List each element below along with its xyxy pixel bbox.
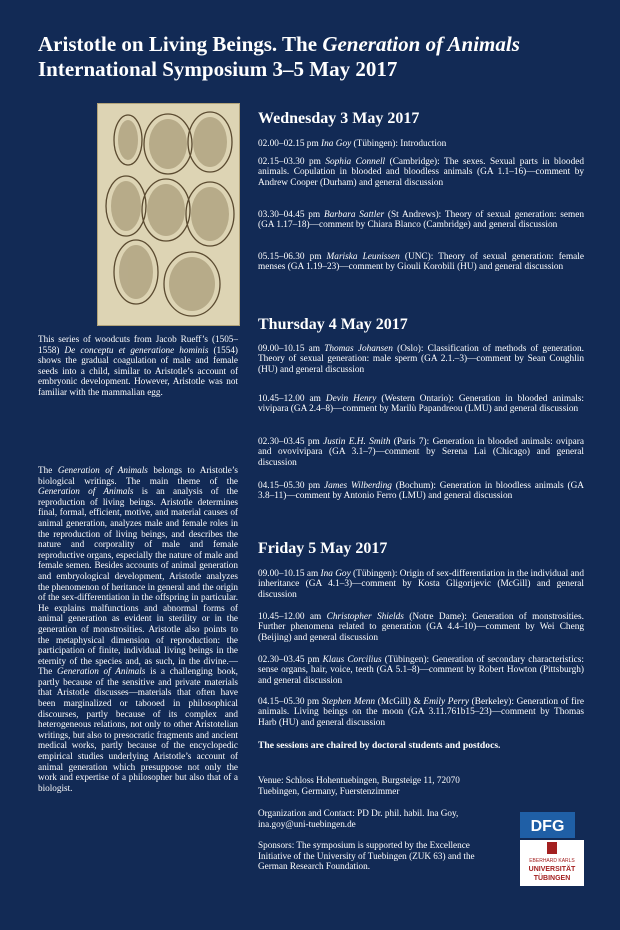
dfg-logo: [520, 812, 575, 838]
entry-speaker: Justin E.H. Smith: [323, 437, 391, 447]
entry-speaker: Mariska Leunissen: [326, 252, 400, 262]
schedule-entry: [258, 437, 584, 468]
body-text-3: is an analysis of the reproduction of living beings. Aristotle determines final, formal, efficient, motive, and material causes of animal generation, analyzes male and female roles in the reproduction of living beings, and describes the nature and corporality of male and female reproductive organs, especially the nature of male and female semen. Besides accounts of animal generation and embryological development, Aristotle analyzes the phenomenon of heritance in general and the origin of the sex-differentiation in the offspring in particular. He explains malfunctions and abnormal forms of animal generation as evident in sterility or in the generation of monstrosities. Aristotle also points to the metaphysical dimension of reproduction: the participation of finite, individual living beings in the eternity of the species and, as such, in the divine.—The: [38, 486, 238, 677]
entry-time: 02.30–03.45 pm: [258, 437, 324, 447]
body-title-2: Generation of Animals: [38, 486, 134, 497]
entry-speaker: Thomas Johansen: [324, 344, 393, 354]
title-line-1: [38, 32, 608, 57]
body-title-3: Generation of Animals: [57, 666, 146, 677]
schedule-entry: [258, 569, 584, 600]
entry-speaker: Stephen Menn: [321, 697, 376, 707]
entry-time: 02.00–02.15 pm: [258, 139, 322, 149]
entry-speaker: Devin Henry: [325, 394, 377, 404]
schedule-entry: [258, 210, 584, 231]
entry-topic: (Bochum): Generation in bloodless animals (GA 3.8–11)—comment by Antonio Ferro (LMU) and general discussion: [258, 481, 585, 502]
entry-speaker: Christopher Shields: [326, 612, 404, 622]
entry-topic: (UNC): Theory of sexual generation: female menses (GA 1.19–23)—comment by Giouli Korobili (HU) and general discussion: [258, 252, 585, 273]
entry-time: 04.15–05.30 pm: [258, 481, 324, 491]
poster-title: [38, 32, 608, 82]
body-text-1: The: [38, 465, 58, 475]
schedule-entry: [258, 697, 584, 728]
entry-time: 04.15–05.30 pm: [258, 697, 322, 707]
uni-logo-line-3: TÜBINGEN: [533, 875, 571, 882]
entry-topic-2: (Berkeley): Generation of fire animals. Living beings on the moon (GA 3.11.761b15–23)—comment by Thomas Harb (HU) and general discussion: [258, 697, 584, 728]
woodcut-caption: [38, 334, 238, 398]
entry-topic: (McGill) &: [375, 697, 424, 707]
entry-speaker: Ina Goy: [321, 139, 352, 149]
entry-speaker-2: Emily Perry: [423, 697, 469, 707]
entry-time: 10.45–12.00 am: [258, 394, 326, 404]
entry-speaker: Sophia Connell: [325, 157, 386, 167]
entry-time: 09.00–10.15 am: [258, 344, 325, 354]
entry-topic: (Tübingen): Origin of sex-differentiation in the individual and inheritance (GA 4.1–3)—comment by Kosta Gligorijevic (McGill) and general discussion: [258, 569, 584, 600]
university-logo: [520, 840, 584, 886]
schedule-entry: [258, 612, 584, 643]
entry-speaker: Barbara Sattler: [323, 210, 385, 220]
body-title-1: Generation of Animals: [57, 465, 148, 475]
description-paragraph: [38, 465, 238, 793]
day-heading-thursday: Thursday 4 May 2017: [258, 316, 408, 333]
schedule-entry: [258, 481, 584, 502]
entry-time: 09.00–10.15 am: [258, 569, 321, 579]
uni-logo-line-2: UNIVERSITÄT: [528, 866, 576, 873]
caption-text: This series of woodcuts from Jacob Rueff’s (1505–1558): [38, 334, 238, 355]
title-line-2: International Symposium 3–5 May 2017: [38, 57, 398, 81]
day-heading-wednesday: Wednesday 3 May 2017: [258, 110, 420, 127]
sponsors-info: Sponsors: The symposium is supported by the Excellence Initiative of the University of Tuebingen (ZUK 63) and the German Research Foundation.: [258, 840, 475, 871]
entry-topic: (St Andrews): Theory of sexual generation: semen (GA 1.17–18)—comment by Chiara Blanco (Cambridge) and general discussion: [258, 210, 585, 231]
entry-topic: (Western Ontario): Generation in blooded animals: vivipara (GA 2.4–8)—comment by Marilù Papandreou (LMU) and general discussion: [258, 394, 584, 415]
title-text: Aristotle on Living Beings. The: [38, 32, 323, 56]
schedule-entry: [258, 394, 584, 415]
entry-topic: (Tübingen): Introduction: [351, 139, 447, 149]
schedule-entry: [258, 655, 584, 686]
day-heading-friday: Friday 5 May 2017: [258, 540, 388, 557]
organization-contact: Organization and Contact: PD Dr. phil. habil. Ina Goy, ina.goy@uni-tuebingen.de: [258, 808, 459, 829]
entry-time: 02.15–03.30 pm: [258, 157, 326, 167]
entry-topic: (Oslo): Classification of methods of generation. Theory of sexual generation: male sperm (GA 2.1.–3)—comment by Sean Coughlin (HU) and general discussion: [258, 344, 584, 375]
entry-speaker: James Wilberding: [323, 481, 392, 491]
schedule-entry: [258, 344, 584, 375]
schedule-entry: [258, 139, 584, 149]
entry-time: 03.30–04.45 pm: [258, 210, 324, 220]
entry-time: 05.15–06.30 pm: [258, 252, 327, 262]
caption-title: De conceptu et generatione hominis: [64, 344, 209, 355]
entry-time: 02.30–03.45 pm: [258, 655, 323, 665]
entry-topic: (Cambridge): The sexes. Sexual parts in blooded animals. Copulation in blooded and bloodless animals (GA 1.1–16)—comment by Andrew Cooper (Durham) and general discussion: [258, 157, 584, 188]
chair-note: The sessions are chaired by doctoral students and postdocs.: [258, 740, 501, 751]
woodcut-image: [97, 103, 240, 326]
venue-info: Venue: Schloss Hohentuebingen, Burgsteige 11, 72070 Tuebingen, Germany, Fuerstenzimmer: [258, 775, 460, 796]
entry-topic: (Paris 7): Generation in blooded animals: ovipara and ovovivipara (GA 3.1–7)—comment by Serena Lai (Chicago) and general discussion: [258, 437, 584, 468]
schedule-entry: [258, 157, 584, 188]
body-text-2: belongs to Aristotle’s biological writings. The main theme of the: [38, 465, 238, 486]
body-text-4: is a challenging book, partly because of the sensitive and private materials that Aristotle discusses—materials that often have been marginalized or tabooed in philosophical discourses, partly because of its complex and heterogeneous relations, not only to other Aristotelian writings, but also to presocratic fragments and ancient medical works, partly because of the encyclopedic empirical studies underlying Aristotle’s account of animal generation which presuppose not only the work and expertise of a philosopher but also that of a biologist.: [38, 666, 238, 793]
entry-speaker: Klaus Corcilius: [322, 655, 382, 665]
entry-topic: (Notre Dame): Generation of monstrosities. Further phenomena related to generation (GA 4.4–10)—comment by Wei Cheng (Beijing) and general discussion: [258, 612, 584, 643]
title-italic: Generation of Animals: [322, 32, 520, 56]
dfg-logo-text: DFG: [530, 818, 565, 835]
caption-text-2: (1554) shows the gradual coagulation of male and female seeds into a child, similar to Aristotle’s account of embryonic development. However, Aristotle was not familiar with the mammalian egg.: [38, 344, 238, 397]
entry-speaker: Ina Goy: [320, 569, 351, 579]
entry-time: 10.45–12.00 am: [258, 612, 327, 622]
entry-topic: (Tübingen): Generation of secondary characteristics: sense organs, hair, voice, teeth (GA 5.1–8)—comment by Robert Howton (Pittsburgh) and general discussion: [258, 655, 584, 686]
schedule-entry: [258, 252, 584, 273]
uni-logo-line-1: EBERHARD KARLS: [529, 858, 575, 864]
